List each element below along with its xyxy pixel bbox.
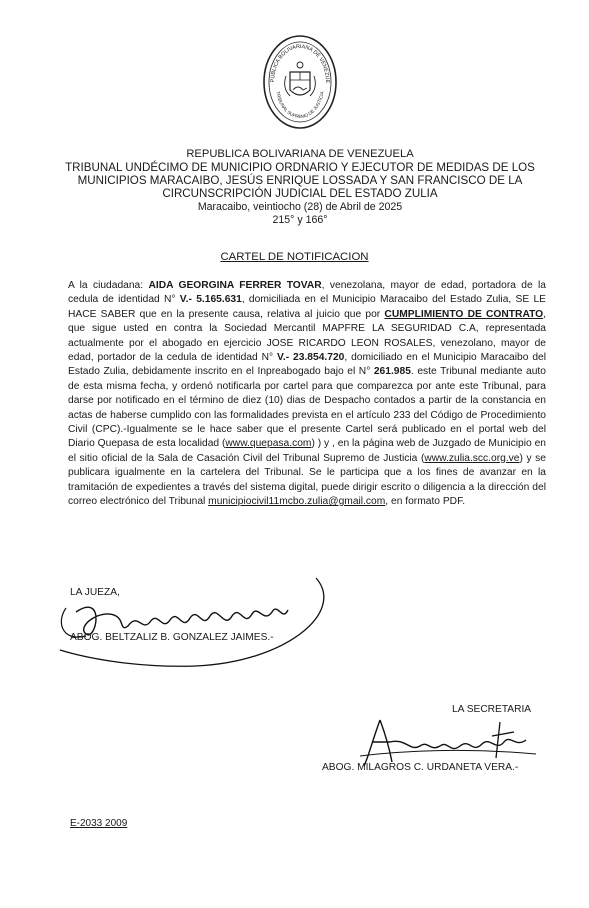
recipient-name: AIDA GEORGINA FERRER TOVAR	[148, 280, 322, 291]
header-court-line-1: TRIBUNAL UNDÉCIMO DE MUNICIPIO ORDNARIO Y EJECUTOR DE MEDIDAS DE LOS	[65, 161, 535, 174]
header-court-line-3: CIRCUNSCRIPCIÓN JUDICIAL DEL ESTADO ZULIA	[162, 187, 438, 200]
body-text-1: A la ciudadana:	[68, 280, 149, 291]
judge-name: ABOG. BELTZALIZ B. GONZALEZ JAIMES.-	[70, 632, 274, 643]
body-text-4: , que sigue usted en contra la Sociedad Mercantil MAPFRE LA SEGURIDAD C.A, representada actualmente por el abogado en ejercicio JOSE RICARDO LEON ROSALES, venezolano, mayor de edad, portador de la cedula de identidad N°	[68, 308, 547, 364]
secretary-label: LA SECRETARIA	[452, 704, 532, 715]
file-reference: E-2033 2009	[70, 818, 128, 829]
svg-text:REPÚBLICA BOLIVARIANA DE VENEZ	[262, 32, 330, 84]
header-court-line-2: MUNICIPIOS MARACAIBO, JESÚS ENRIQUE LOSSADA Y SAN FRANCISCO DE LA	[77, 174, 523, 187]
header-date: Maracaibo, veintiocho (28) de Abril de 2025	[197, 201, 403, 213]
header-numbers: 215° y 166°	[272, 214, 328, 226]
body-text-9: , en formato PDF.	[385, 496, 466, 508]
seal-inner-text: TRIBUNAL SUPREMO DE JUSTICIA	[275, 90, 325, 120]
body-text-6: . este Tribunal mediante auto de esta misma fecha, y ordenó notificarla por cartel para que comparezca por ante este Tribunal, para darse por notificado en el término de diez (10) dias de Despacho contados a partir de la constancia en actas de haberse cumplido con las formalidades prevista en el artículo 233 del Código de Procedimiento Civil (CPC).-Igualmente se le hace saber que el presente Cartel será publicado en el portal web del Diario Quepasa de esta localidad (	[68, 366, 546, 450]
body-text-7: ) ) y , en la página web de Juzgado de Municipio en el sitio oficial de la Sala de Casación Civil del Tribunal Supremo de Justicia (	[68, 438, 546, 464]
secretary-name: ABOG. MILAGROS C. URDANETA VERA.-	[322, 762, 519, 773]
inpreabogado-number: 261.985	[373, 366, 411, 378]
body-text-2: , venezolana, mayor de edad, portadora de la cedula de identidad N°	[68, 280, 547, 306]
notice-body	[68, 279, 546, 510]
header-republic: REPUBLICA BOLIVARIANA DE VENEZUELA	[186, 148, 414, 160]
document-title: CARTEL DE NOTIFICACION	[220, 251, 369, 263]
court-seal	[262, 32, 338, 132]
recipient-id: V.- 5.165.631	[179, 294, 242, 306]
lawyer-id: V.- 23.854.720	[277, 352, 345, 364]
case-type: CUMPLIMIENTO DE CONTRATO	[384, 308, 544, 320]
seal-outer-text: PÚBLICA BOLIVARIANA DE VENEZUE	[269, 43, 331, 84]
judge-label: LA JUEZA,	[70, 587, 120, 598]
quepasa-link: www.quepasa.com	[225, 438, 312, 450]
body-text-3: , domiciliada en el Municipio Maracaibo del Estado Zulia, SE LE HACE SABER que en la presente causa, relativa al juicio que por	[68, 294, 546, 320]
scc-link: www.zulia.scc.org.ve	[424, 452, 520, 464]
body-text-5: , domiciliado en el Municipio Maracaibo del Estado Zulia, debidamente inscrito en el Inpreabogado bajo el N°	[68, 352, 547, 378]
body-text-8: ) y se publicara igualmente en la cartelera del Tribunal. Se le participa que a los fines de avanzar en la tramitación de expedientes a través del sistema digital, puede dirigir escrito o diligencia a la dirección del correo electrónico del Tribunal	[68, 452, 546, 508]
notice-paragraph	[68, 279, 546, 510]
court-header	[40, 148, 560, 227]
tribunal-email: municipiocivil11mcbo.zulia@gmail.com	[208, 496, 386, 508]
